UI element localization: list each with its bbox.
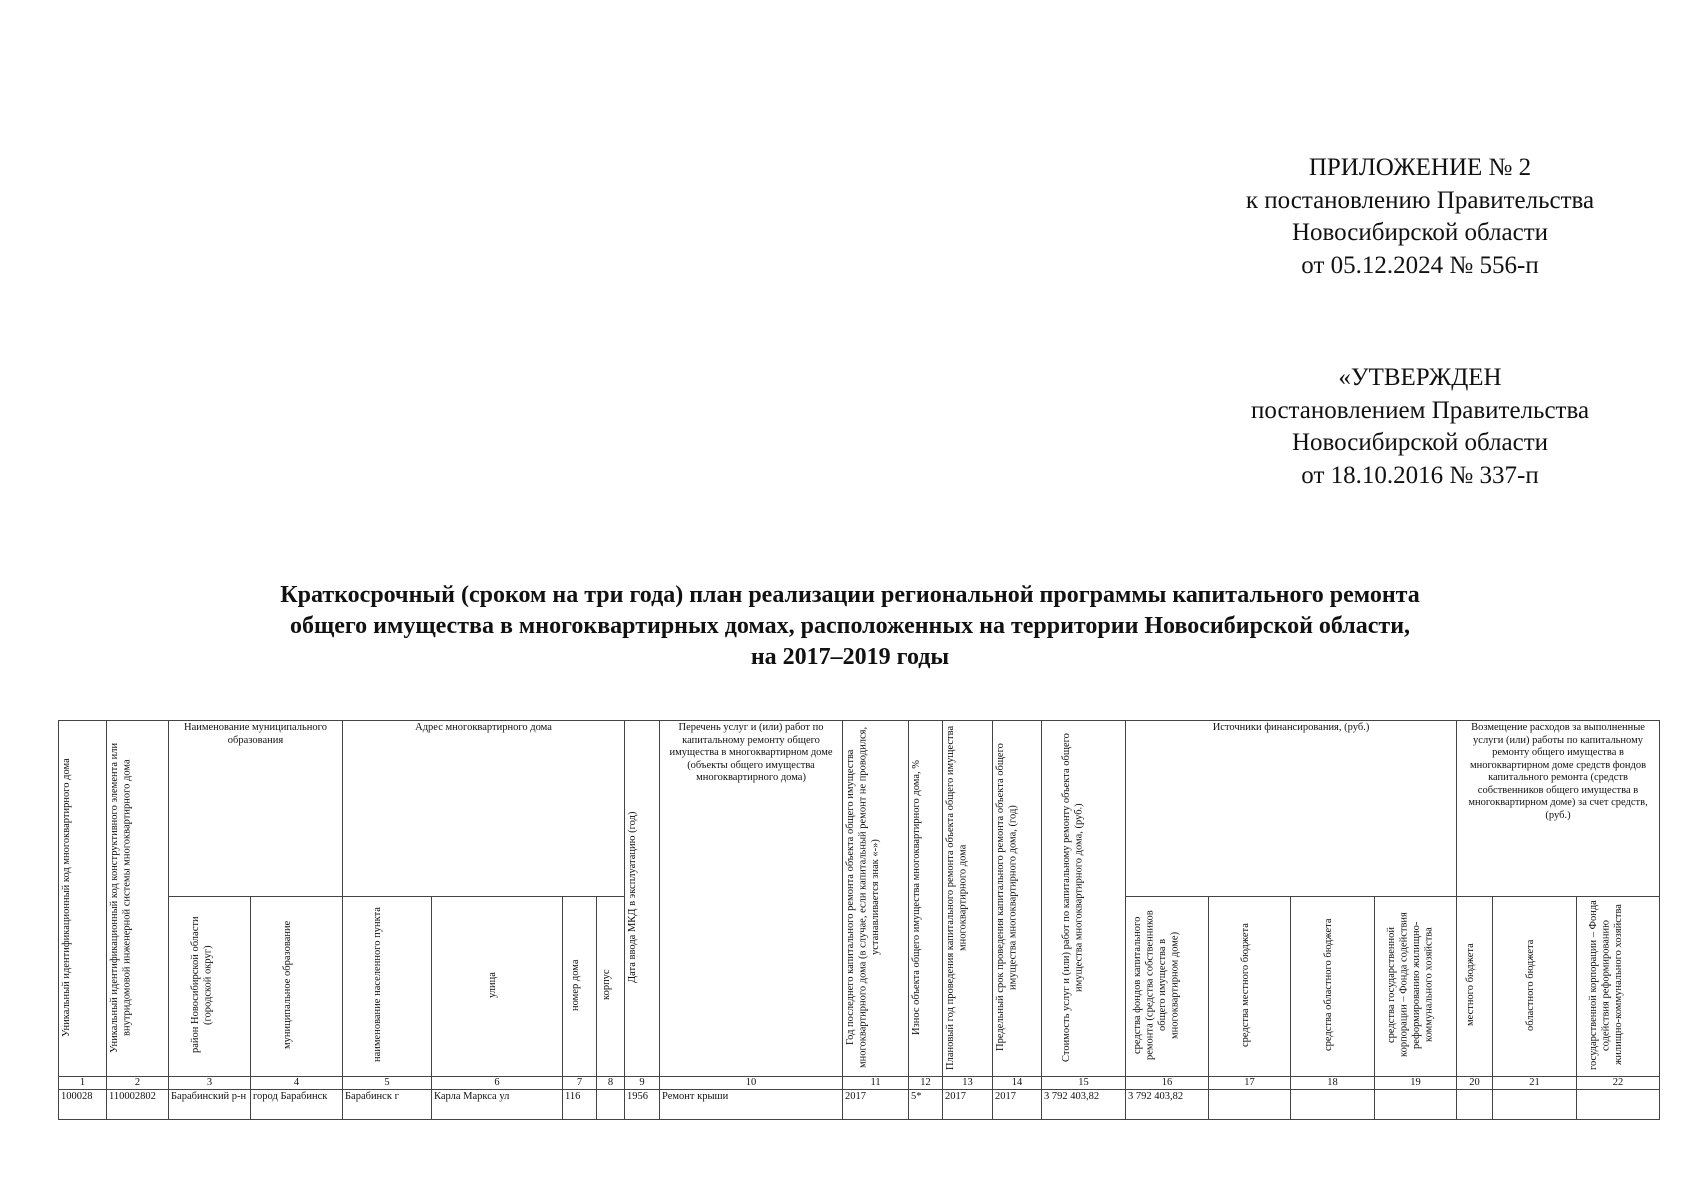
- cell-planned-year: 2017: [943, 1090, 993, 1120]
- header-house-number: номер дома: [563, 897, 597, 1077]
- column-number: 1: [59, 1077, 107, 1090]
- cell-wear: 5*: [909, 1090, 943, 1120]
- document-title: [120, 580, 1580, 673]
- cell-deadline-year: 2017: [993, 1090, 1042, 1120]
- approved-block: [1180, 362, 1660, 492]
- cell-reimb-local: [1457, 1090, 1493, 1120]
- column-number: 18: [1291, 1077, 1375, 1090]
- column-number: 17: [1209, 1077, 1291, 1090]
- cell-district: Барабинский р-н: [169, 1090, 251, 1120]
- header-reimb-corporation: государственной корпорации – Фонда содействия реформированию жилищно-коммунального хозяйства: [1577, 897, 1660, 1077]
- appendix-line-1: ПРИЛОЖЕНИЕ № 2: [1308, 154, 1532, 181]
- header-fund: средства фондов капитального ремонта (средства собственников общего имущества в многоквартирном доме): [1126, 897, 1209, 1077]
- column-numbers-row: [59, 1077, 1660, 1090]
- column-number: 19: [1375, 1077, 1457, 1090]
- header-municipality: муниципальное образование: [251, 897, 343, 1077]
- column-number: 7: [563, 1077, 597, 1090]
- header-house-code: Уникальный идентификационный код многоквартирного дома: [59, 721, 107, 1077]
- header-group-address: Адрес многоквартирного дома: [343, 721, 625, 897]
- column-number: 8: [597, 1077, 625, 1090]
- column-number: 10: [660, 1077, 843, 1090]
- header-group-reimbursement: Возмещение расходов за выполненные услуги (или) работы по капитальному ремонту общего имущества в многоквартирном доме средств фондов капитального ремонта (средств собственников общего имущества в многоквартирном доме) за счет средств, (руб.): [1457, 721, 1660, 897]
- appendix-block: [1180, 152, 1660, 282]
- header-last-repair-year: Год последнего капитального ремонта объекта общего имущества многоквартирного дома (в случае, если капитальный ремонт не проводился, устанавливается знак «-»): [843, 721, 909, 1077]
- column-number: 11: [843, 1077, 909, 1090]
- cell-commissioning-year: 1956: [625, 1090, 660, 1120]
- header-regional-budget: средства областного бюджета: [1291, 897, 1375, 1077]
- header-local-budget: средства местного бюджета: [1209, 897, 1291, 1077]
- header-district: район Новосибирской области (городской округ): [169, 897, 251, 1077]
- cell-street: Карла Маркса ул: [432, 1090, 563, 1120]
- header-settlement: наименование населенного пункта: [343, 897, 432, 1077]
- cell-local-budget: [1209, 1090, 1291, 1120]
- cell-municipality: город Барабинск: [251, 1090, 343, 1120]
- capital-repair-plan-table: [58, 720, 1660, 1120]
- cell-cost: 3 792 403,82: [1042, 1090, 1126, 1120]
- appendix-line-2: к постановлению Правительства: [1245, 186, 1595, 214]
- column-number: 22: [1577, 1077, 1660, 1090]
- column-number: 16: [1126, 1077, 1209, 1090]
- cell-settlement: Барабинск г: [343, 1090, 432, 1120]
- header-works-list: Перечень услуг и (или) работ по капитальному ремонту общего имущества в многоквартирном доме (объекты общего имущества многоквартирного дома): [660, 721, 843, 1077]
- title-line-2: общего имущества в многоквартирных домах, расположенных на территории Новосибирской области,: [289, 613, 1411, 639]
- column-number: 2: [107, 1077, 169, 1090]
- cell-works: Ремонт крыши: [660, 1090, 843, 1120]
- column-number: 3: [169, 1077, 251, 1090]
- column-number: 20: [1457, 1077, 1493, 1090]
- appendix-line-3: Новосибирской области: [1291, 219, 1549, 246]
- title-line-3: на 2017–2019 годы: [750, 644, 950, 670]
- table-row: [59, 1090, 1660, 1120]
- cell-reimb-corporation: [1577, 1090, 1660, 1120]
- cell-element-code: 110002802: [107, 1090, 169, 1120]
- header-deadline-year: Предельный срок проведения капитального ремонта объекта общего имущества многоквартирного дома, (год): [993, 721, 1042, 1077]
- header-element-code: Уникальный идентификационный код конструктивного элемента или внутридомовой инженерной системы многоквартирного дома: [107, 721, 169, 1077]
- column-number: 5: [343, 1077, 432, 1090]
- cell-house-code: 100028: [59, 1090, 107, 1120]
- title-line-1: Краткосрочный (сроком на три года) план реализации региональной программы капитального ремонта: [280, 582, 1420, 608]
- column-number: 15: [1042, 1077, 1126, 1090]
- approved-line-1: «УТВЕРЖДЕН: [1338, 364, 1502, 391]
- header-commissioning-year: Дата ввода МКД в эксплуатацию (год): [625, 721, 660, 1077]
- cell-fund: 3 792 403,82: [1126, 1090, 1209, 1120]
- cell-building: [597, 1090, 625, 1120]
- column-number: 12: [909, 1077, 943, 1090]
- cell-reimb-regional: [1493, 1090, 1577, 1120]
- approved-line-3: Новосибирской области: [1291, 429, 1549, 456]
- header-reimb-regional: областного бюджета: [1493, 897, 1577, 1077]
- appendix-line-4: от 05.12.2024 № 556-п: [1301, 251, 1539, 279]
- approved-line-2: постановлением Правительства: [1250, 396, 1590, 424]
- header-planned-year: Плановый год проведения капитального ремонта объекта общего имущества многоквартирного дома: [943, 721, 993, 1077]
- cell-corporation: [1375, 1090, 1457, 1120]
- column-number: 9: [625, 1077, 660, 1090]
- header-corporation: средства государственной корпорации – Фонда содействия реформированию жилищно-коммунального хозяйства: [1375, 897, 1457, 1077]
- approved-line-4: от 18.10.2016 № 337-п: [1301, 461, 1539, 489]
- cell-last-repair-year: 2017: [843, 1090, 909, 1120]
- header-group-financing: Источники финансирования, (руб.): [1126, 721, 1457, 897]
- column-number: 14: [993, 1077, 1042, 1090]
- header-building: корпус: [597, 897, 625, 1077]
- header-wear: Износ объекта общего имущества многоквартирного дома, %: [909, 721, 943, 1077]
- column-number: 6: [432, 1077, 563, 1090]
- header-group-municipality: Наименование муниципального образования: [169, 721, 343, 897]
- cell-regional-budget: [1291, 1090, 1375, 1120]
- cell-house-number: 116: [563, 1090, 597, 1120]
- header-cost: Стоимость услуг и (или) работ по капитальному ремонту объекта общего имущества многоквартирного дома, (руб.): [1042, 721, 1126, 1077]
- header-street: улица: [432, 897, 563, 1077]
- column-number: 13: [943, 1077, 993, 1090]
- column-number: 4: [251, 1077, 343, 1090]
- header-reimb-local: местного бюджета: [1457, 897, 1493, 1077]
- column-number: 21: [1493, 1077, 1577, 1090]
